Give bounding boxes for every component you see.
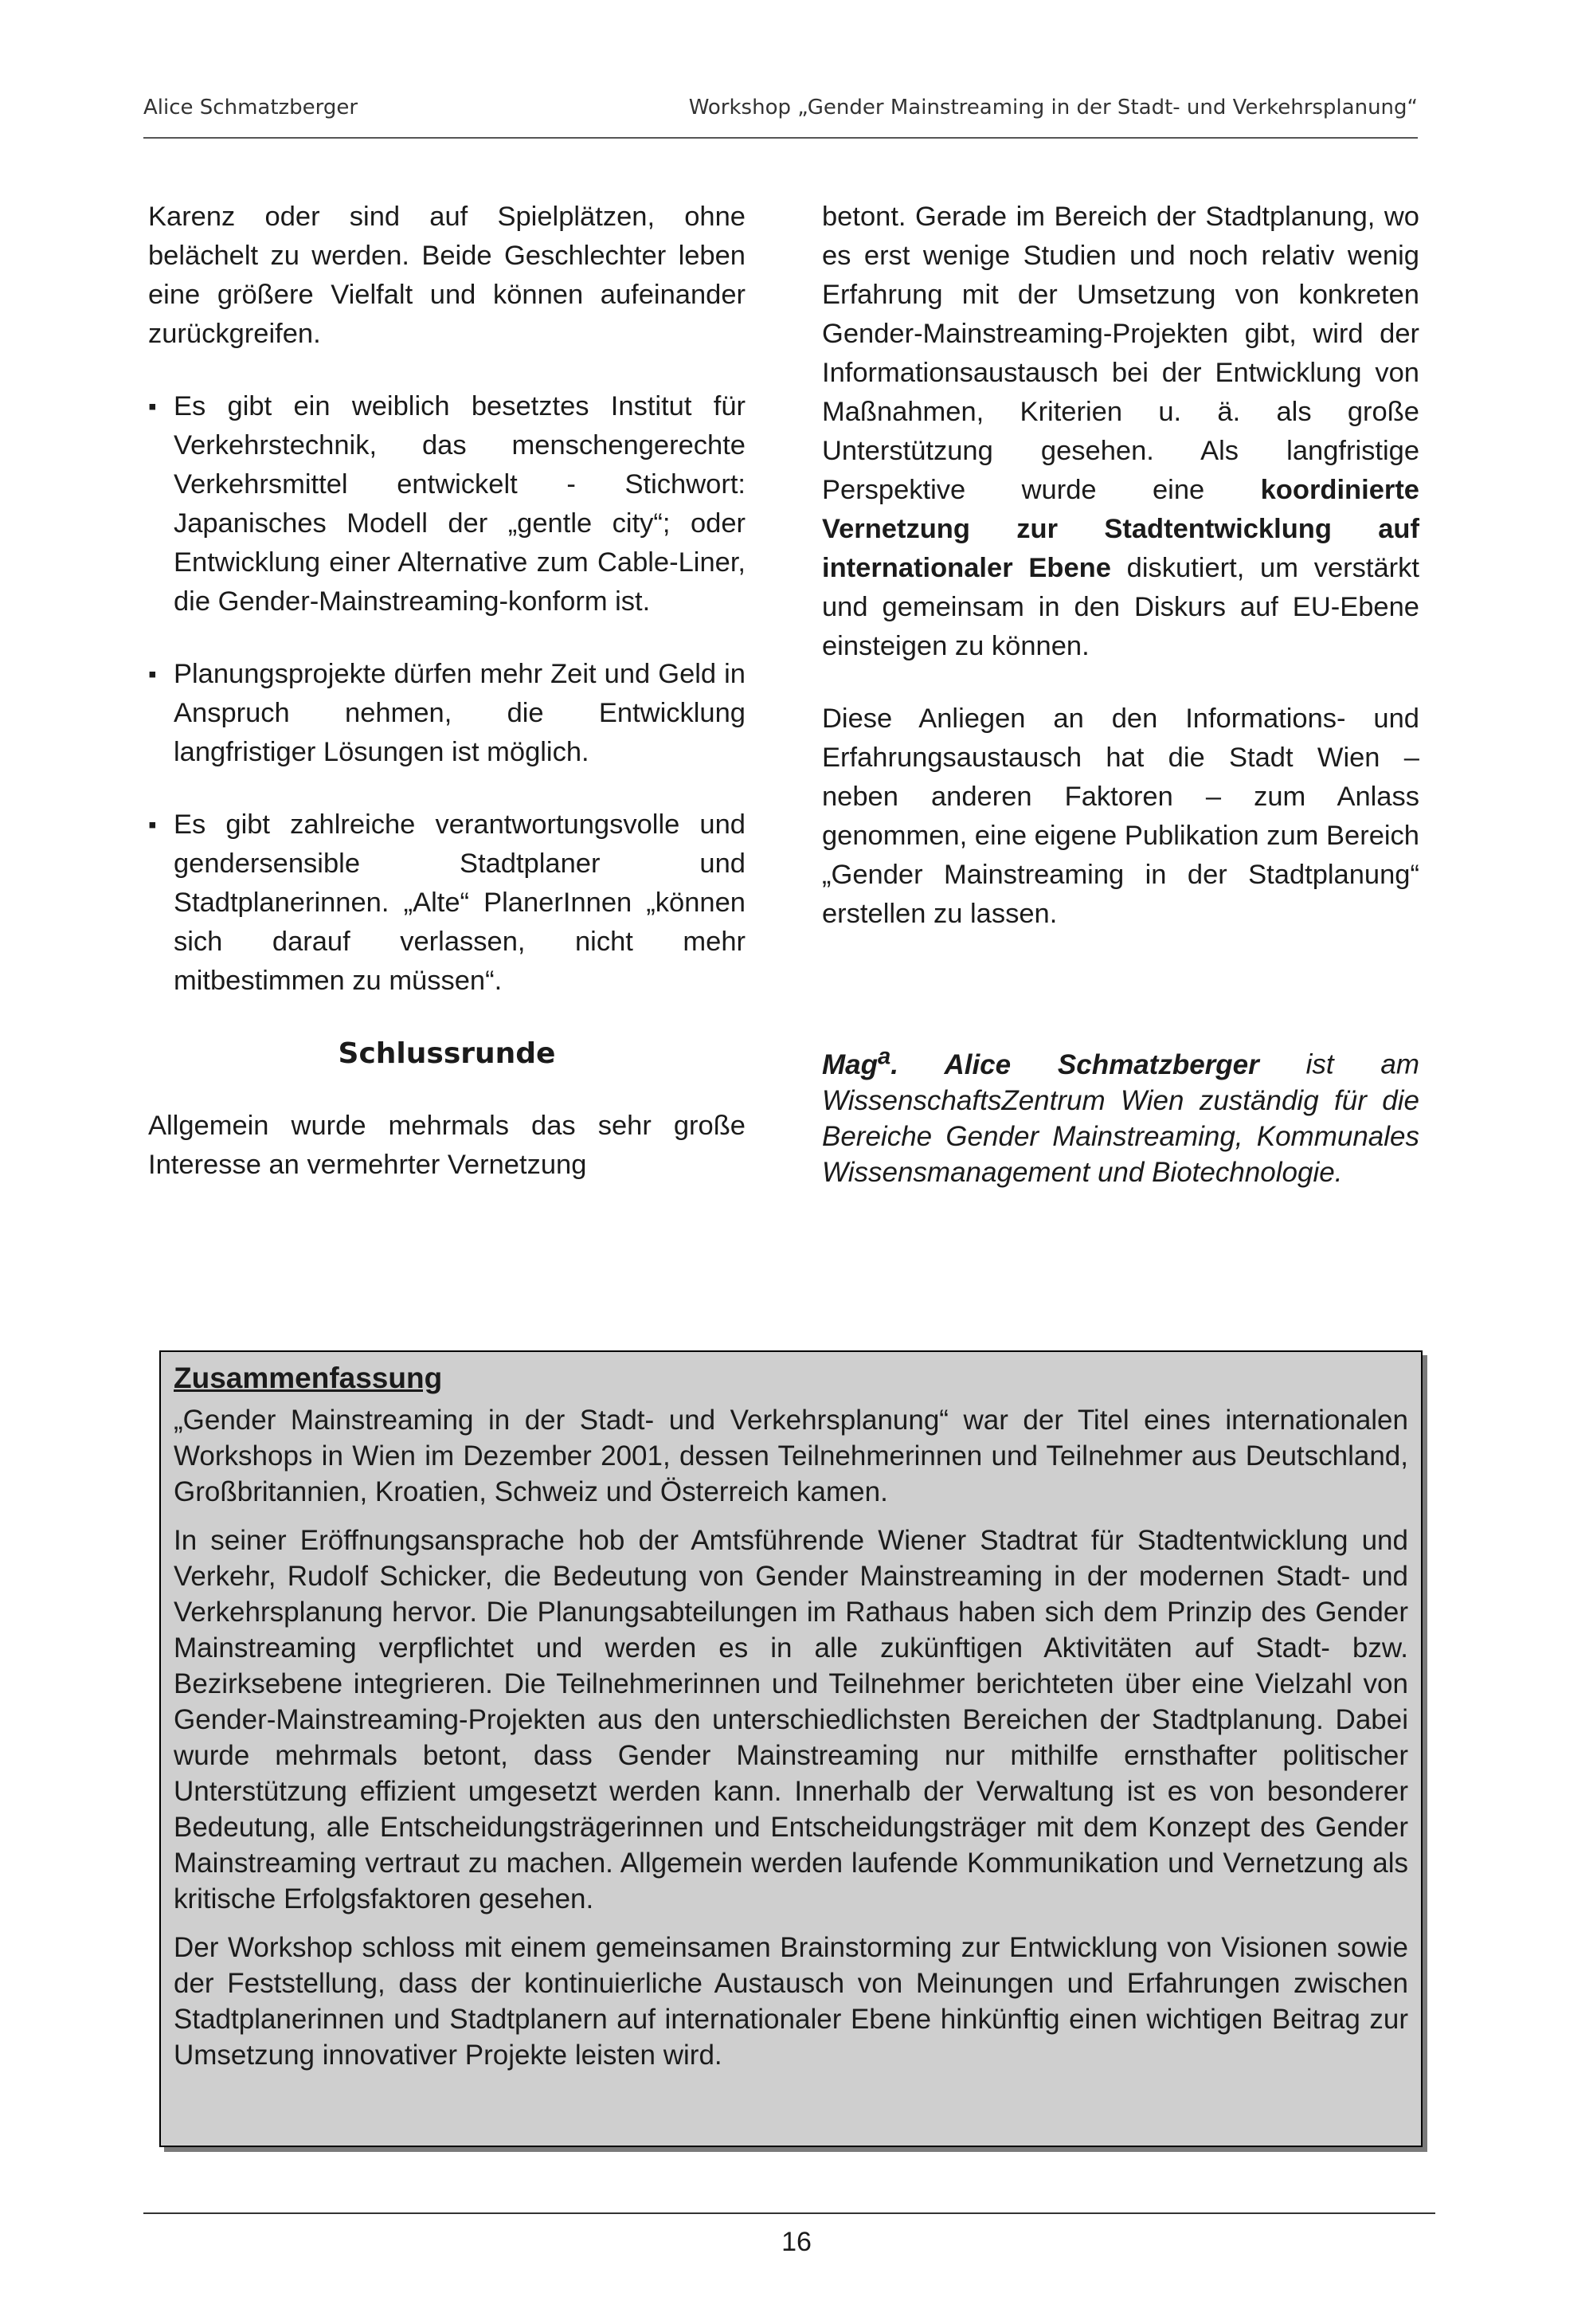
right-column <box>822 198 1419 1224</box>
bullet-icon: ▪ <box>148 394 157 420</box>
bullet-item <box>148 655 746 772</box>
bullet-text: Planungsprojekte dürfen mehr Zeit und Geld in Anspruch nehmen, die Entwicklung langfristiger Lösungen ist möglich. <box>174 659 746 767</box>
page-number: 16 <box>781 2227 812 2257</box>
bullet-icon: ▪ <box>148 661 157 688</box>
bio-text: ist am WissenschaftsZentrum Wien zuständig für die Bereiche Gender Mainstreaming, Kommunales Wissensmanagement und Biotechnologie. <box>822 1048 1419 1188</box>
right-paragraph-1 <box>822 198 1419 666</box>
footer-divider <box>143 2212 1435 2214</box>
header-author: Alice Schmatzberger <box>143 96 358 120</box>
bullet-item <box>148 387 746 621</box>
bullet-text: Es gibt zahlreiche verantwortungsvolle und gendersensible Stadtplaner und Stadtplanerinnen. „Alte“ PlanerInnen „können sich darauf verlassen, nicht mehr mitbestimmen zu müssen“. <box>174 809 746 996</box>
summary-paragraph: In seiner Eröffnungsansprache hob der Amtsführende Wiener Stadtrat für Stadtentwicklung und Verkehr, Rudolf Schicker, die Bedeutung von Gender Mainstreaming in der modernen Stadt- und Verkehrsplanung hervor. Die Planungsabteilungen im Rathaus haben sich dem Prinzip des Gender Mainstreaming verpflichtet und werden es in alle zukünftigen Aktivitäten auf Stadt- bzw. Bezirksebene integrieren. Die Teilnehmerinnen und Teilnehmer berichteten über eine Vielzahl von Gender-Mainstreaming-Projekten aus den unterschiedlichsten Bereichen der Stadtplanung. Dabei wurde mehrmals betont, dass Gender Mainstreaming nur mithilfe ernsthafter politischer Unterstützung effizient umgesetzt werden kann. Innerhalb der Verwaltung ist es von besonderer Bedeutung, alle Entscheidungsträgerinnen und Entscheidungsträger mit dem Konzept des Gender Mainstreaming vertraut zu machen. Allgemein werden laufende Kommunikation und Vernetzung als kritische Erfolgsfaktoren gesehen. <box>174 1525 1408 1914</box>
bullet-icon: ▪ <box>148 812 157 838</box>
right-p1-bold: koordinierte Vernetzung zur Stadtentwicklung auf internationaler Ebene <box>822 475 1419 583</box>
summary-title: Zusammenfassung <box>174 1362 443 1394</box>
bullet-list <box>148 387 746 1001</box>
intro-paragraph: Karenz oder sind auf Spielplätzen, ohne belächelt zu werden. Beide Geschlechter leben eine größere Vielfalt und können aufeinander zurückgreifen. <box>148 202 746 349</box>
header-divider <box>143 137 1418 139</box>
bullet-item <box>148 805 746 1001</box>
bio-name: Mag$^a$. Alice Schmatzberger <box>822 1044 1259 1080</box>
summary-paragraph: „Gender Mainstreaming in der Stadt- und Verkehrsplanung“ war der Titel eines internationalen Workshops in Wien im Dezember 2001, dessen Teilnehmerinnen und Teilnehmer aus Deutschland, Großbritannien, Kroatien, Schweiz und Österreich kamen. <box>174 1405 1408 1507</box>
right-paragraph-2: Diese Anliegen an den Informations- und Erfahrungsaustausch hat die Stadt Wien – neben anderen Faktoren – zum Anlass genommen, eine eigene Publikation zum Bereich „Gender Mainstreaming in der Stadtplanung“ erstellen zu lassen. <box>822 703 1419 929</box>
right-p1-after: diskutiert, um verstärkt und gemeinsam in den Diskurs auf EU-Ebene einsteigen zu können. <box>822 553 1420 661</box>
left-column <box>148 198 746 1218</box>
header-title: Workshop „Gender Mainstreaming in der Stadt- und Verkehrsplanung“ <box>688 96 1418 120</box>
section-heading: Schlussrunde <box>338 1037 556 1070</box>
summary-box <box>159 1350 1423 2147</box>
closing-paragraph: Allgemein wurde mehrmals das sehr große Interesse an vermehrter Vernetzung <box>148 1111 746 1180</box>
page-header <box>143 96 1418 127</box>
right-p1-before: betont. Gerade im Bereich der Stadtplanung, wo es erst wenige Studien und noch relativ wenig Erfahrung mit der Umsetzung von konkreten Gender-Mainstreaming-Projekten gibt, wird der Informationsaustausch bei der Entwicklung von Maßnahmen, Kriterien u. ä. als große Unterstützung gesehen. Als langfristige Perspektive wurde eine <box>822 202 1419 505</box>
author-bio <box>822 1039 1419 1190</box>
bullet-text: Es gibt ein weiblich besetztes Institut für Verkehrstechnik, das menschengerechte Verkehrsmittel entwickelt - Stichwort: Japanisches Modell der „gentle city“; oder Entwicklung einer Alternative zum Cable-Liner, die Gender-Mainstreaming-konform ist. <box>174 391 746 617</box>
summary-paragraph: Der Workshop schloss mit einem gemeinsamen Brainstorming zur Entwicklung von Visionen sowie der Feststellung, dass der kontinuierliche Austausch von Meinungen und Erfahrungen zwischen Stadtplanerinnen und Stadtplanern auf internationaler Ebene hinkünftig einen wichtigen Beitrag zur Umsetzung innovativer Projekte leisten wird. <box>174 1932 1408 2071</box>
